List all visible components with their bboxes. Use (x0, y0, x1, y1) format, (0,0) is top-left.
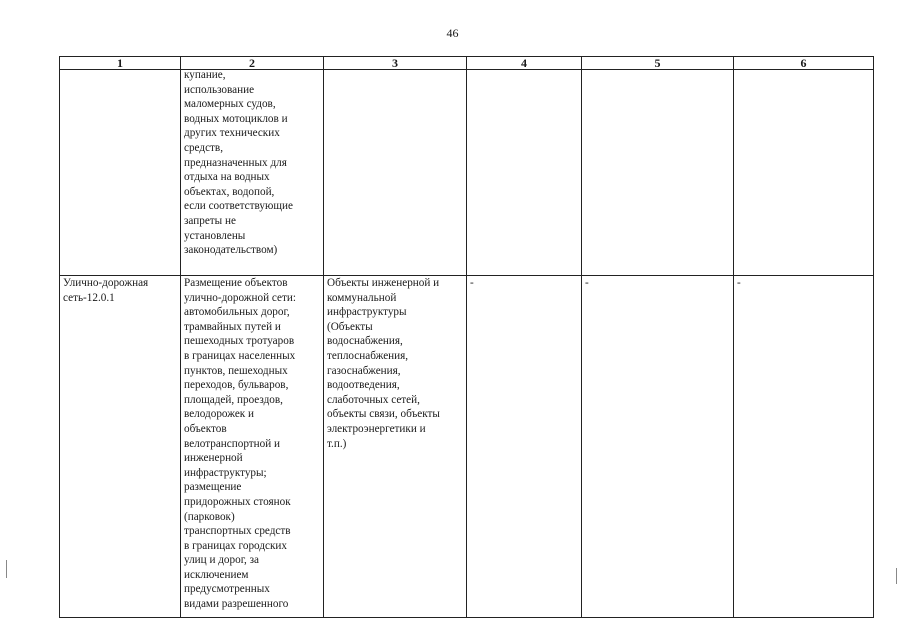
cell-text: - (470, 277, 474, 289)
cell-text: Улично-дорожная сеть-12.0.1 (63, 277, 149, 304)
cell-text: - (737, 277, 741, 289)
scan-edge-mark-left (6, 560, 7, 578)
column-header-1: 1 (60, 57, 181, 70)
table-cell (324, 70, 467, 276)
scan-edge-mark-right (896, 568, 897, 584)
column-header-4: 4 (467, 57, 582, 70)
column-header-5: 5 (582, 57, 734, 70)
table-cell (324, 276, 467, 618)
table-cell (181, 70, 324, 276)
table-cell (467, 70, 582, 276)
table-cell (60, 276, 181, 618)
table-cell (467, 276, 582, 618)
table-header-row (60, 57, 874, 70)
table-cell (734, 70, 874, 276)
table-cell (582, 70, 734, 276)
column-header-2: 2 (181, 57, 324, 70)
cell-text: - (585, 277, 589, 289)
table-cell (582, 276, 734, 618)
document-table (59, 56, 874, 618)
table-cell (734, 276, 874, 618)
cell-text: Объекты инженерной и коммунальной инфраструктуры (Объекты водоснабжения, теплоснабжения, газоснабжения, водоотведения, слаботочных сетей, объекты связи, объекты электроэнергетики и т.п.) (327, 277, 440, 450)
table-row (60, 70, 874, 276)
table-row (60, 276, 874, 618)
column-header-6: 6 (734, 57, 874, 70)
cell-text: Размещение объектов улично-дорожной сети: автомобильных дорог, трамвайных путей и пешеходных тротуаров в границах населенных пунктов, пешеходных переходов, бульваров, площадей, проездов, велодорожек и объектов велотранспортной и инженерной инфраструктуры; размещение придорожных стоянок (парковок) транспортных средств в границах городских улиц и дорог, за исключением предусмотренных видами разрешенного (184, 277, 296, 611)
column-header-3: 3 (324, 57, 467, 70)
table-cell (60, 70, 181, 276)
cell-text: купание, использование маломерных судов, водных мотоциклов и других технических средств, предназначенных для отдыха на водных объектах, водопой, если соответствующие запреты не установлены законодательством) (184, 69, 293, 257)
table-cell (181, 276, 324, 618)
page-number: 46 (446, 26, 459, 40)
